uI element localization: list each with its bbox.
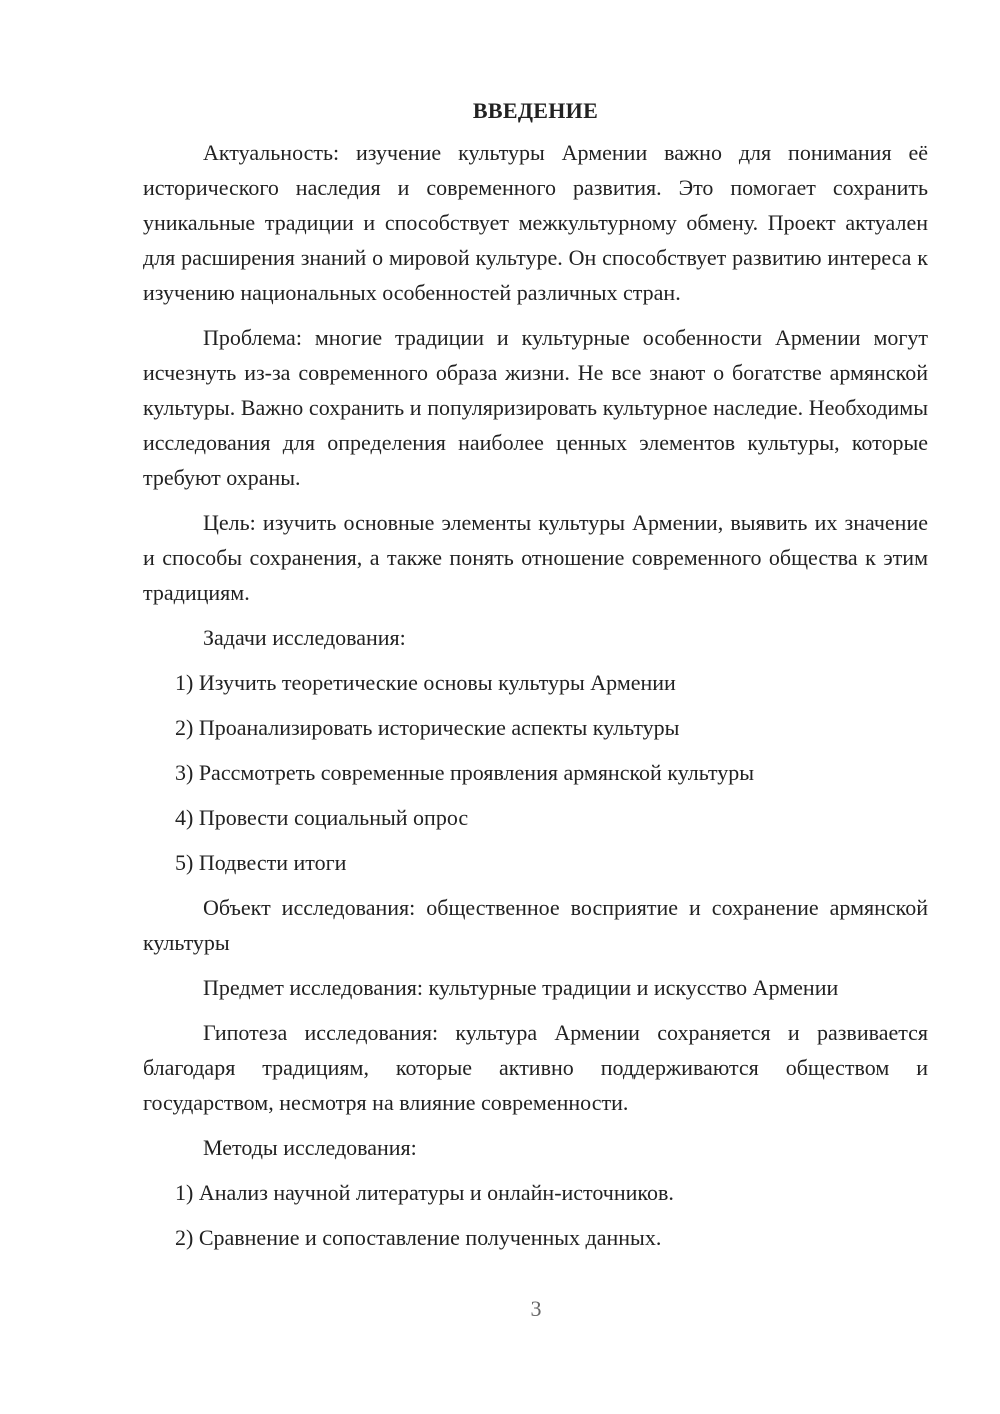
object-paragraph: Объект исследования: общественное восприятие и сохранение армянской культуры	[143, 895, 928, 955]
task-item: 2) Проанализировать исторические аспекты культуры	[175, 715, 680, 740]
task-item: 1) Изучить теоретические основы культуры Армении	[175, 670, 676, 695]
relevance-paragraph: Актуальность: изучение культуры Армении важно для понимания её исторического наследия и современного развития. Это помогает сохранить уникальные традиции и способствует межкультурному обмену. Проект актуален для расширения знаний о мировой культуре. Он способствует развитию интереса к изучению национальных особенностей различных стран.	[143, 140, 928, 305]
goal-paragraph: Цель: изучить основные элементы культуры Армении, выявить их значение и способы сохранения, а также понять отношение современного общества к этим традициям.	[143, 510, 928, 605]
page-number: 3	[530, 1296, 542, 1321]
hypothesis-paragraph: Гипотеза исследования: культура Армении сохраняется и развивается благодаря традициям, которые активно поддерживаются обществом и государством, несмотря на влияние современности.	[143, 1020, 928, 1115]
page-content	[143, 88, 928, 1265]
method-item: 2) Сравнение и сопоставление полученных данных.	[175, 1225, 662, 1250]
task-item: 4) Провести социальный опрос	[175, 805, 469, 830]
task-item: 3) Рассмотреть современные проявления армянской культуры	[175, 760, 755, 785]
task-item: 5) Подвести итоги	[175, 850, 347, 875]
method-item: 1) Анализ научной литературы и онлайн-источников.	[175, 1180, 674, 1205]
page-title: ВВЕДЕНИЕ	[472, 98, 599, 123]
tasks-heading: Задачи исследования:	[203, 625, 406, 650]
subject-paragraph: Предмет исследования: культурные традиции и искусство Армении	[203, 975, 839, 1000]
methods-heading: Методы исследования:	[203, 1135, 417, 1160]
problem-paragraph: Проблема: многие традиции и культурные особенности Армении могут исчезнуть из-за современного образа жизни. Не все знают о богатстве армянской культуры. Важно сохранить и популяризировать культурное наследие. Необходимы исследования для определения наиболее ценных элементов культуры, которые требуют охраны.	[143, 325, 928, 490]
